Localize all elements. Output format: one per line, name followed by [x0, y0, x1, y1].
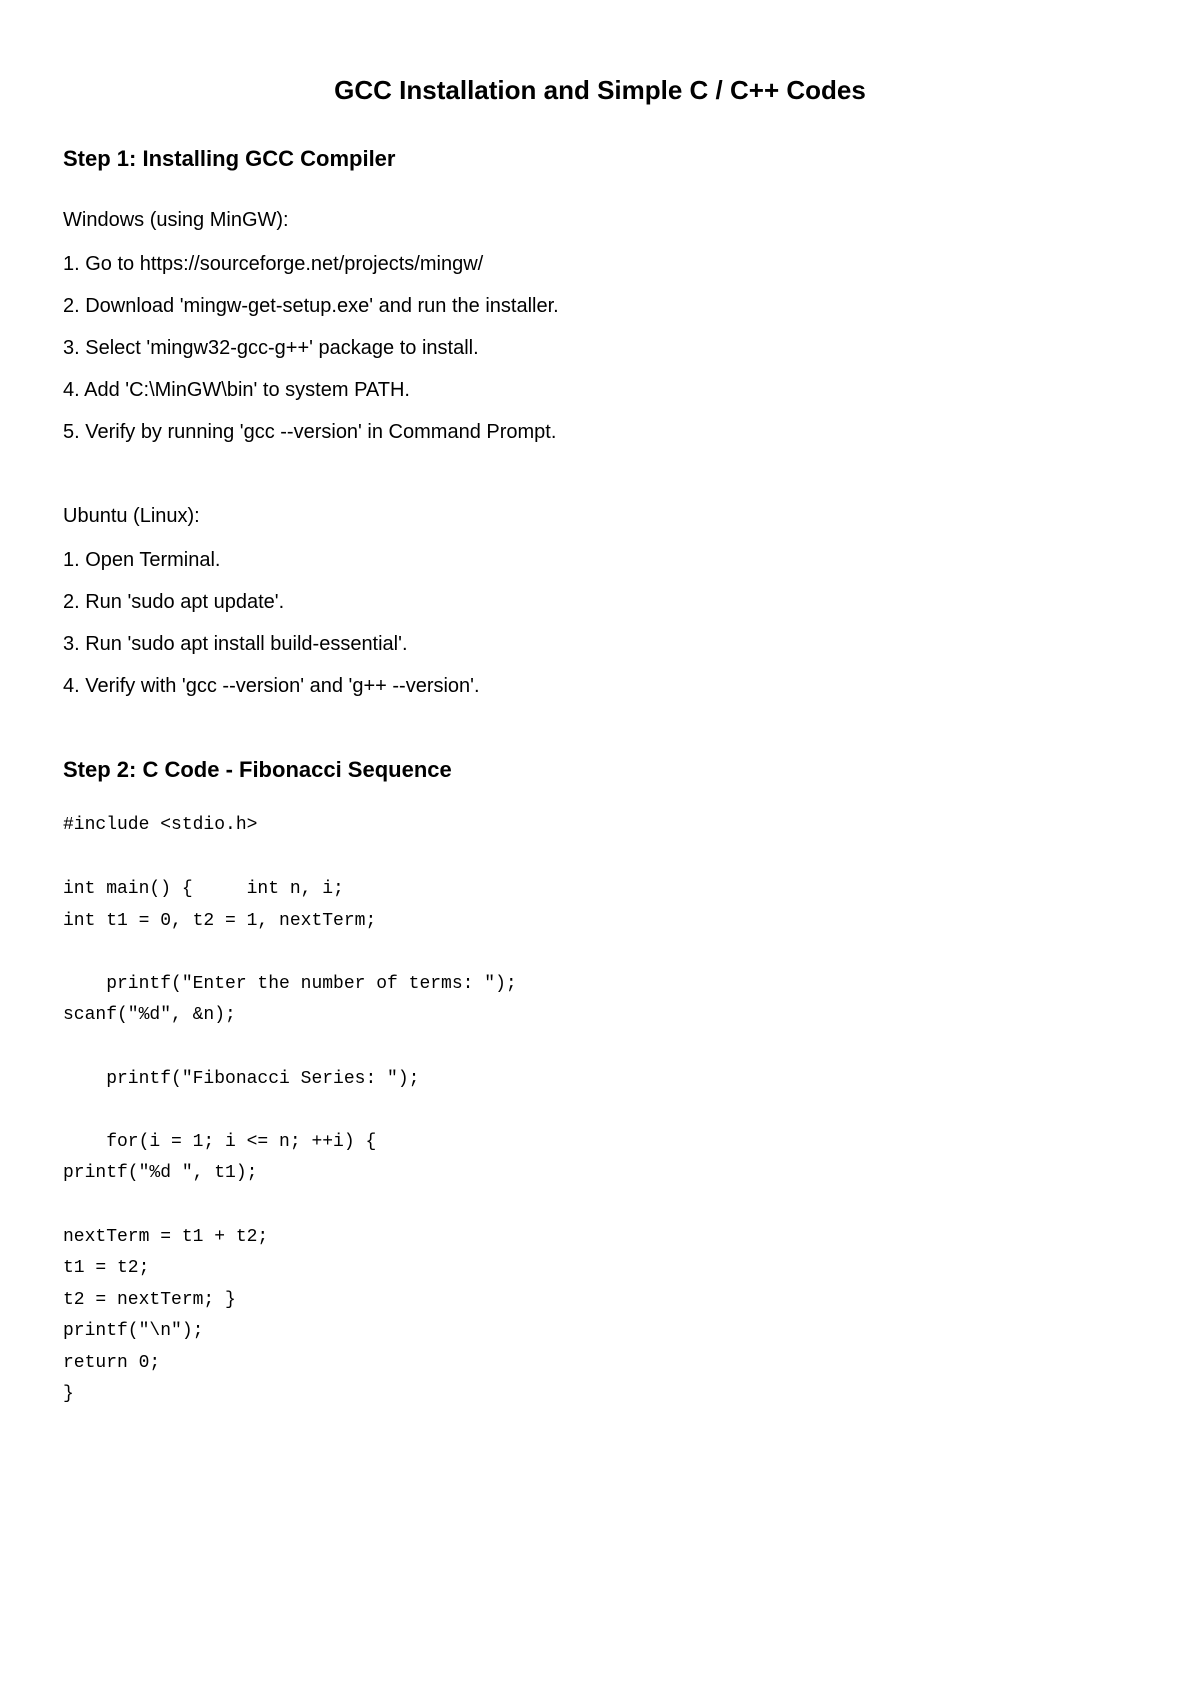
code-line: nextTerm = t1 + t2; [63, 1227, 269, 1247]
windows-step-5: 5. Verify by running 'gcc --version' in Command Prompt. [63, 421, 557, 443]
code-line: scanf("%d", &n); [63, 1005, 236, 1025]
ubuntu-step-4: 4. Verify with 'gcc --version' and 'g++ --version'. [63, 675, 480, 697]
windows-step-4: 4. Add 'C:\MinGW\bin' to system PATH. [63, 379, 410, 401]
code-line: printf("Fibonacci Series: "); [63, 1069, 420, 1089]
windows-label: Windows (using MinGW): [63, 209, 289, 231]
step2-heading: Step 2: C Code - Fibonacci Sequence [63, 757, 452, 782]
code-line: int t1 = 0, t2 = 1, nextTerm; [63, 911, 377, 931]
ubuntu-step-3: 3. Run 'sudo apt install build-essential'. [63, 633, 408, 655]
ubuntu-step-2: 2. Run 'sudo apt update'. [63, 591, 285, 613]
code-line: } [63, 1384, 74, 1404]
windows-step-2: 2. Download 'mingw-get-setup.exe' and run the installer. [63, 295, 559, 317]
document-title: GCC Installation and Simple C / C++ Codes [334, 75, 866, 105]
ubuntu-label: Ubuntu (Linux): [63, 505, 200, 527]
code-line: printf("\n"); [63, 1321, 204, 1341]
windows-step-3: 3. Select 'mingw32-gcc-g++' package to install. [63, 337, 479, 359]
code-line: printf("Enter the number of terms: "); [63, 974, 517, 994]
code-line: return 0; [63, 1353, 161, 1373]
step1-heading: Step 1: Installing GCC Compiler [63, 146, 396, 171]
code-line: t1 = t2; [63, 1258, 150, 1278]
code-line: printf("%d ", t1); [63, 1163, 258, 1183]
code-line: int main() { int n, i; [63, 879, 344, 899]
windows-step-1: 1. Go to https://sourceforge.net/projects/mingw/ [63, 253, 484, 275]
code-line: t2 = nextTerm; } [63, 1290, 236, 1310]
code-line: for(i = 1; i <= n; ++i) { [63, 1132, 377, 1152]
code-line: #include <stdio.h> [63, 815, 258, 835]
ubuntu-step-1: 1. Open Terminal. [63, 549, 221, 571]
